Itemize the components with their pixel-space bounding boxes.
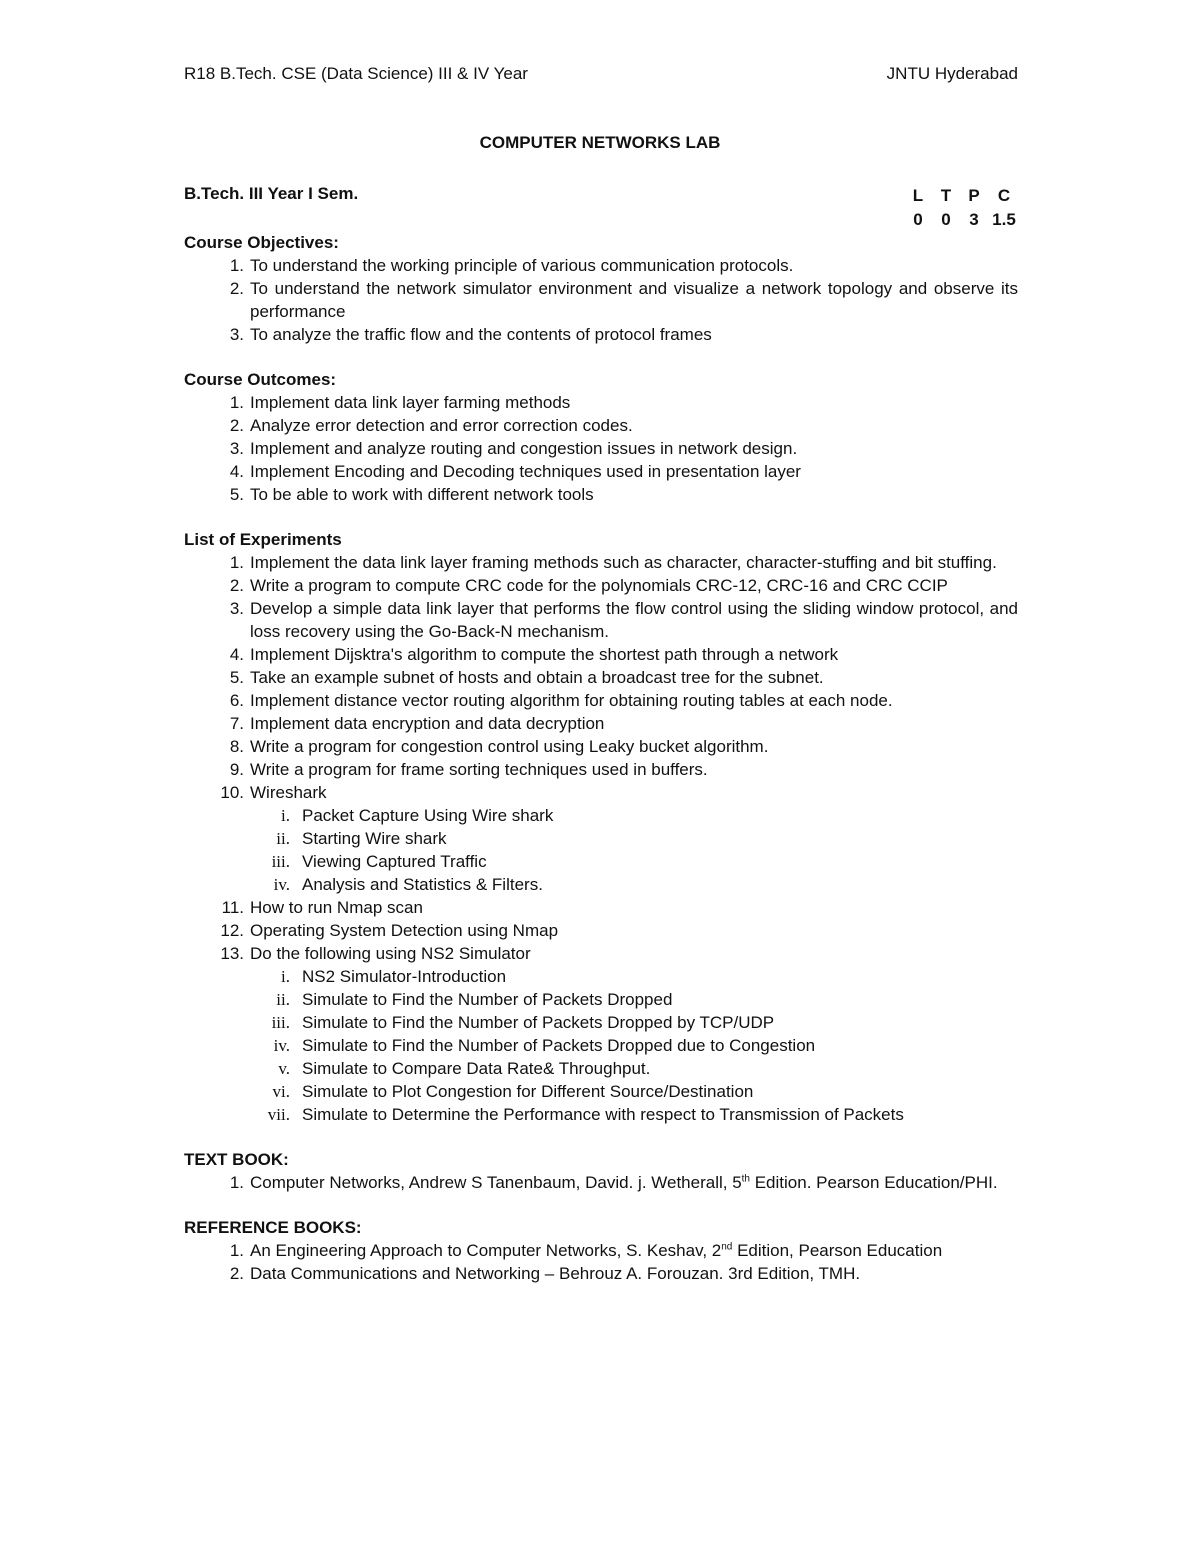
references-heading: REFERENCE BOOKS: bbox=[184, 1218, 362, 1237]
item-text: Implement data link layer farming methods bbox=[250, 393, 571, 412]
list-item bbox=[229, 391, 1018, 414]
list-item bbox=[229, 1262, 1018, 1285]
outcomes-list bbox=[184, 391, 1018, 506]
superscript: th bbox=[741, 1173, 750, 1185]
sub-item-text: Packet Capture Using Wire shark bbox=[302, 806, 554, 825]
item-text: Do the following using NS2 Simulator bbox=[250, 944, 531, 963]
list-item bbox=[229, 437, 1018, 460]
item-text: Operating System Detection using Nmap bbox=[250, 921, 559, 940]
item-text: Implement and analyze routing and congestion issues in network design. bbox=[250, 439, 798, 458]
sub-item-text: Simulate to Determine the Performance with respect to Transmission of Packets bbox=[302, 1105, 904, 1124]
list-item bbox=[229, 551, 1018, 574]
list-item bbox=[229, 1171, 1018, 1194]
sub-item-text: Analysis and Statistics & Filters. bbox=[302, 875, 543, 894]
ltpc-table bbox=[902, 184, 1018, 232]
sub-item-text: Simulate to Find the Number of Packets Dropped by TCP/UDP bbox=[302, 1013, 775, 1032]
ns2-sublist bbox=[250, 965, 1018, 1126]
list-item bbox=[229, 666, 1018, 689]
item-number: 11. bbox=[221, 898, 244, 917]
list-item bbox=[229, 277, 1018, 323]
textbook-heading: TEXT BOOK: bbox=[184, 1150, 289, 1169]
item-number: 3. bbox=[229, 439, 244, 458]
roman-number: ii. bbox=[276, 829, 290, 848]
ltpc-label: L bbox=[912, 186, 924, 205]
roman-number: iv. bbox=[273, 875, 290, 894]
semester-row bbox=[184, 184, 1018, 229]
item-number: 2. bbox=[229, 416, 244, 435]
item-text: Write a program to compute CRC code for the polynomials CRC-12, CRC-16 and CRC CCIP bbox=[250, 576, 948, 595]
item-text: Write a program for congestion control using Leaky bucket algorithm. bbox=[250, 737, 769, 756]
roman-number: vi. bbox=[272, 1082, 290, 1101]
sub-item bbox=[273, 1034, 1018, 1057]
roman-number: vii. bbox=[267, 1105, 290, 1124]
list-item bbox=[221, 896, 1018, 919]
item-text: Write a program for frame sorting techniques used in buffers. bbox=[250, 760, 708, 779]
list-item bbox=[229, 643, 1018, 666]
item-text: Implement distance vector routing algorithm for obtaining routing tables at each node. bbox=[250, 691, 893, 710]
ltpc-label: P bbox=[968, 186, 980, 205]
sub-item bbox=[281, 965, 1018, 988]
item-number: 7. bbox=[229, 714, 244, 733]
sub-item-text: Viewing Captured Traffic bbox=[302, 852, 487, 871]
item-number: 5. bbox=[229, 485, 244, 504]
sub-item-text: Simulate to Find the Number of Packets Dropped due to Congestion bbox=[302, 1036, 816, 1055]
sub-item bbox=[278, 1057, 1018, 1080]
roman-number: iii. bbox=[271, 852, 290, 871]
ltpc-labels bbox=[902, 184, 1018, 208]
outcomes-heading: Course Outcomes: bbox=[184, 370, 337, 389]
roman-number: iii. bbox=[271, 1013, 290, 1032]
list-item bbox=[220, 942, 1018, 1126]
item-number: 2. bbox=[229, 279, 244, 298]
ltpc-values bbox=[902, 208, 1018, 232]
item-number: 1. bbox=[229, 553, 244, 572]
references-list bbox=[184, 1239, 1018, 1285]
item-number: 8. bbox=[229, 737, 244, 756]
sub-item-text: Simulate to Compare Data Rate& Throughput. bbox=[302, 1059, 651, 1078]
roman-number: iv. bbox=[273, 1036, 290, 1055]
header-university: JNTU Hyderabad bbox=[886, 64, 1018, 83]
item-text: Edition, Pearson Education bbox=[732, 1241, 943, 1260]
item-text: To be able to work with different network tools bbox=[250, 485, 594, 504]
list-item bbox=[229, 254, 1018, 277]
page-title: COMPUTER NETWORKS LAB bbox=[479, 133, 721, 152]
roman-number: v. bbox=[278, 1059, 290, 1078]
page-header bbox=[184, 64, 1018, 84]
roman-number: i. bbox=[281, 806, 290, 825]
list-item bbox=[229, 735, 1018, 758]
sub-item-text: Simulate to Plot Congestion for Different Source/Destination bbox=[302, 1082, 754, 1101]
list-item bbox=[229, 483, 1018, 506]
ltpc-value: 0 bbox=[913, 210, 923, 229]
sub-item-text: NS2 Simulator-Introduction bbox=[302, 967, 507, 986]
sub-item bbox=[273, 873, 1018, 896]
sub-item bbox=[276, 988, 1018, 1011]
sub-item bbox=[272, 1080, 1018, 1103]
sub-item bbox=[267, 1103, 1018, 1126]
semester-label: B.Tech. III Year I Sem. bbox=[184, 184, 359, 203]
item-text: Implement the data link layer framing methods such as character, character-stuffing and bit stuffing. bbox=[250, 553, 997, 572]
item-text: Implement data encryption and data decryption bbox=[250, 714, 605, 733]
item-text: Data Communications and Networking – Behrouz A. Forouzan. 3rd Edition, TMH. bbox=[250, 1264, 861, 1283]
item-number: 2. bbox=[229, 1264, 244, 1283]
list-item bbox=[229, 323, 1018, 346]
roman-number: i. bbox=[281, 967, 290, 986]
item-number: 1. bbox=[229, 1241, 244, 1260]
item-text: Edition. Pearson Education/PHI. bbox=[750, 1173, 998, 1192]
sub-item-text: Starting Wire shark bbox=[302, 829, 447, 848]
item-number: 1. bbox=[229, 393, 244, 412]
experiments-list bbox=[184, 551, 1018, 1126]
list-item bbox=[229, 712, 1018, 735]
item-text: Develop a simple data link layer that performs the flow control using the sliding window protocol, and loss recovery using the Go-Back-N mechanism. bbox=[250, 599, 1018, 641]
objectives-list bbox=[184, 254, 1018, 346]
sub-item bbox=[276, 827, 1018, 850]
item-number: 3. bbox=[229, 599, 244, 618]
list-item bbox=[220, 919, 1018, 942]
item-text: An Engineering Approach to Computer Networks, S. Keshav, 2 bbox=[250, 1241, 722, 1260]
wireshark-sublist bbox=[250, 804, 1018, 896]
roman-number: ii. bbox=[276, 990, 290, 1009]
item-number: 4. bbox=[229, 645, 244, 664]
ltpc-label: T bbox=[940, 186, 952, 205]
textbook-list bbox=[184, 1171, 1018, 1194]
item-text: Analyze error detection and error correction codes. bbox=[250, 416, 633, 435]
list-item bbox=[229, 1239, 1018, 1262]
item-number: 9. bbox=[229, 760, 244, 779]
ltpc-label: C bbox=[997, 186, 1011, 205]
item-number: 5. bbox=[229, 668, 244, 687]
item-text: To understand the network simulator environment and visualize a network topology and observe its performance bbox=[250, 279, 1018, 321]
list-item bbox=[220, 781, 1018, 896]
item-number: 3. bbox=[229, 325, 244, 344]
list-item bbox=[229, 460, 1018, 483]
experiments-heading: List of Experiments bbox=[184, 530, 342, 549]
sub-item-text: Simulate to Find the Number of Packets Dropped bbox=[302, 990, 673, 1009]
item-number: 13. bbox=[220, 944, 244, 963]
ltpc-value: 1.5 bbox=[992, 210, 1016, 229]
syllabus-content bbox=[184, 231, 1018, 1307]
item-text: Computer Networks, Andrew S Tanenbaum, David. j. Wetherall, 5 bbox=[250, 1173, 742, 1192]
item-text: Implement Dijsktra's algorithm to compute the shortest path through a network bbox=[250, 645, 839, 664]
item-text: Wireshark bbox=[250, 783, 327, 802]
list-item bbox=[229, 597, 1018, 643]
list-item bbox=[229, 689, 1018, 712]
ltpc-value: 3 bbox=[969, 210, 979, 229]
item-text: Implement Encoding and Decoding techniques used in presentation layer bbox=[250, 462, 801, 481]
item-number: 10. bbox=[220, 783, 244, 802]
list-item bbox=[229, 414, 1018, 437]
list-item bbox=[229, 758, 1018, 781]
item-number: 2. bbox=[229, 576, 244, 595]
item-number: 4. bbox=[229, 462, 244, 481]
superscript: nd bbox=[721, 1241, 733, 1253]
item-text: Take an example subnet of hosts and obtain a broadcast tree for the subnet. bbox=[250, 668, 824, 687]
item-text: To understand the working principle of various communication protocols. bbox=[250, 256, 794, 275]
ltpc-value: 0 bbox=[941, 210, 951, 229]
item-number: 1. bbox=[229, 1173, 244, 1192]
list-item bbox=[229, 574, 1018, 597]
sub-item bbox=[271, 1011, 1018, 1034]
header-course: R18 B.Tech. CSE (Data Science) III & IV Year bbox=[184, 64, 528, 83]
sub-item bbox=[271, 850, 1018, 873]
sub-item bbox=[281, 804, 1018, 827]
objectives-heading: Course Objectives: bbox=[184, 233, 339, 252]
item-number: 1. bbox=[229, 256, 244, 275]
item-text: To analyze the traffic flow and the contents of protocol frames bbox=[250, 325, 712, 344]
item-text: How to run Nmap scan bbox=[250, 898, 423, 917]
item-number: 6. bbox=[229, 691, 244, 710]
item-number: 12. bbox=[220, 921, 244, 940]
